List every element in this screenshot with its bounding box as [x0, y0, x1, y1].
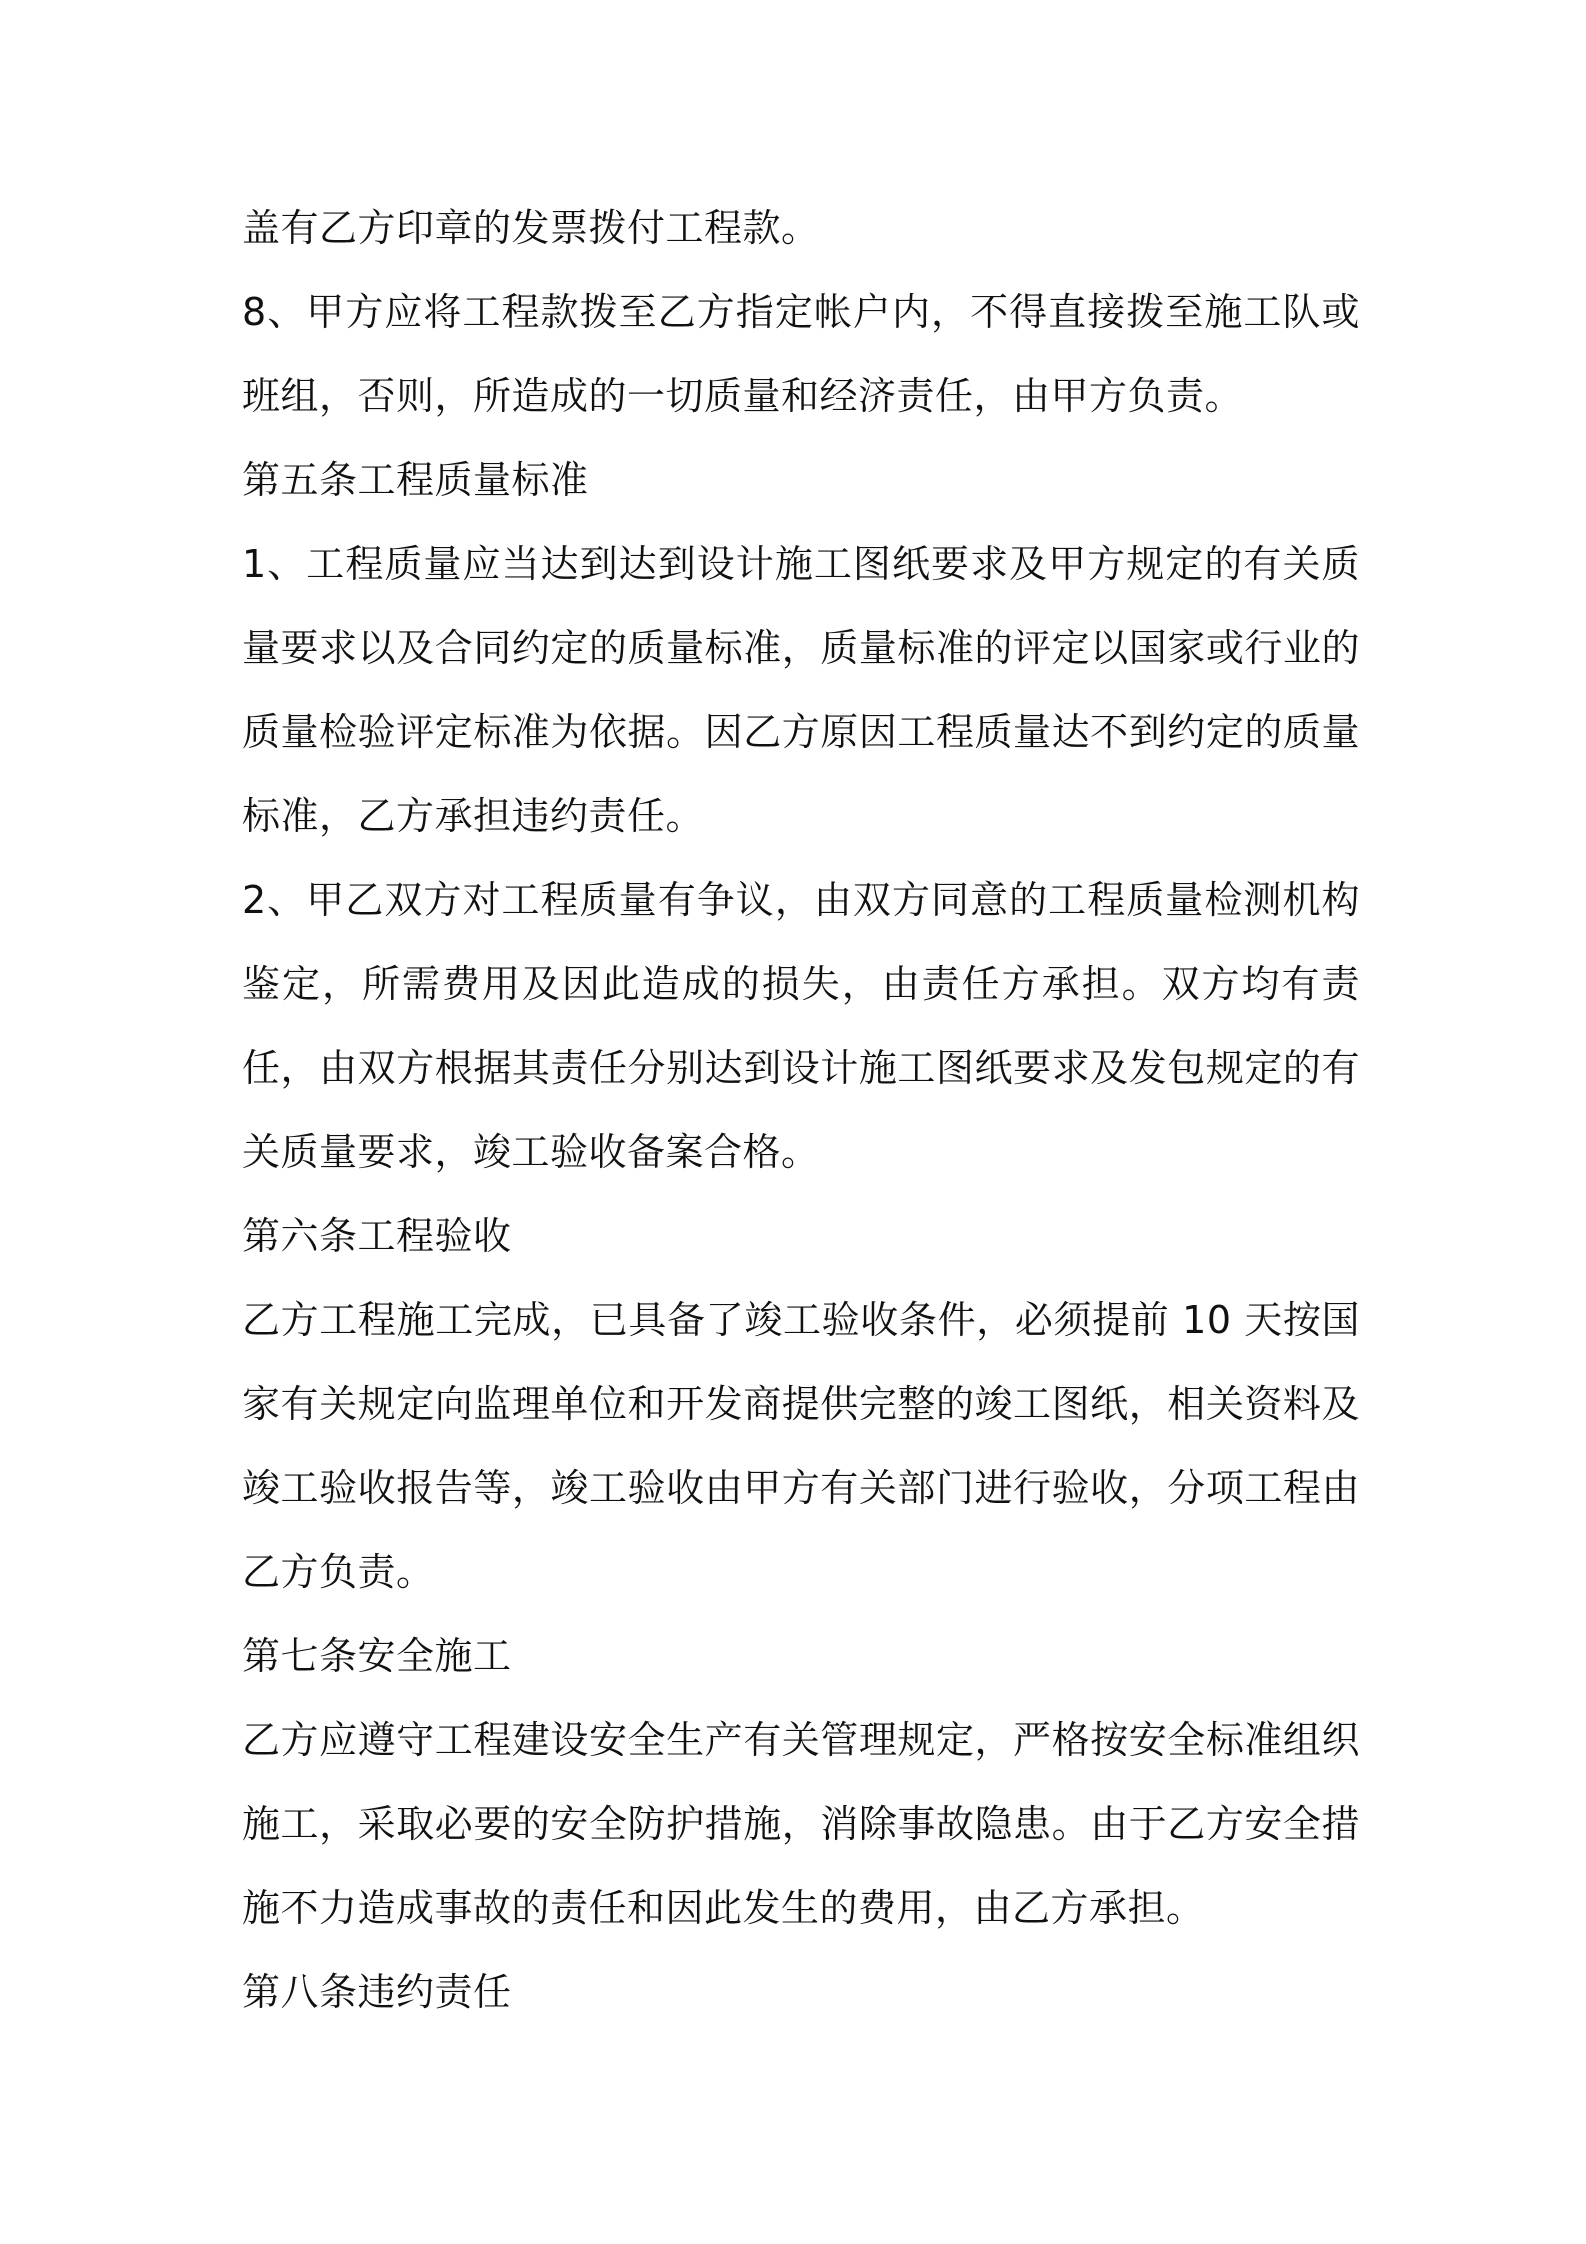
document-body: [242, 186, 1360, 2034]
heading-article-5: 第五条工程质量标准: [242, 458, 589, 502]
paragraph-quality-item-2: 2、甲乙双方对工程质量有争议，由双方同意的工程质量检测机构鉴定，所需费用及因此造成的损失，由责任方承担。双方均有责任，由双方根据其责任分别达到设计施工图纸要求及发包规定的有关质量要求，竣工验收备案合格。: [242, 878, 1360, 1174]
paragraph-acceptance: 乙方工程施工完成，已具备了竣工验收条件，必须提前 10 天按国家有关规定向监理单位和开发商提供完整的竣工图纸，相关资料及竣工验收报告等，竣工验收由甲方有关部门进行验收，分项工程由乙方负责。: [242, 1298, 1360, 1594]
heading-article-7: 第七条安全施工: [242, 1634, 512, 1678]
heading-article-6: 第六条工程验收: [242, 1214, 512, 1258]
paragraph-item-8-payment-account: 8、甲方应将工程款拨至乙方指定帐户内，不得直接拨至施工队或班组，否则，所造成的一切质量和经济责任，由甲方负责。: [242, 290, 1360, 418]
paragraph-payment-invoice: 盖有乙方印章的发票拨付工程款。: [242, 206, 820, 250]
heading-article-8: 第八条违约责任: [242, 1970, 512, 2014]
paragraph-safety: 乙方应遵守工程建设安全生产有关管理规定，严格按安全标准组织施工，采取必要的安全防护措施，消除事故隐患。由于乙方安全措施不力造成事故的责任和因此发生的费用，由乙方承担。: [242, 1718, 1360, 1930]
paragraph-quality-item-1: 1、工程质量应当达到达到设计施工图纸要求及甲方规定的有关质量要求以及合同约定的质量标准，质量标准的评定以国家或行业的质量检验评定标准为依据。因乙方原因工程质量达不到约定的质量标准，乙方承担违约责任。: [242, 542, 1360, 838]
